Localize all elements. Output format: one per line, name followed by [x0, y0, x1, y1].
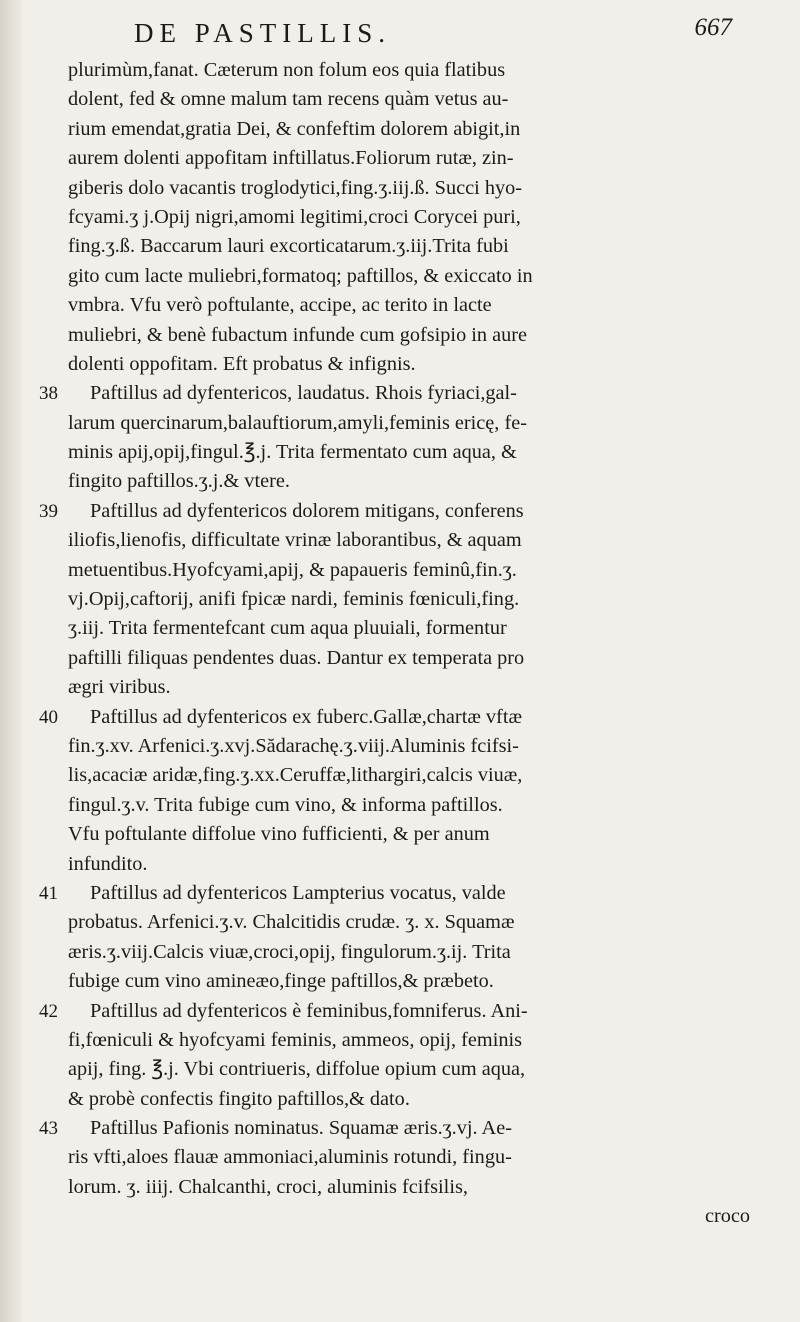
body-text	[39, 56, 758, 1232]
text-line	[68, 350, 758, 379]
text-line	[68, 526, 758, 555]
line-text: paftilli filiquas pendentes duas. Dantur ex temperata pro	[68, 646, 525, 669]
line-text: giberis dolo vacantis troglodytici,fing.ʒ.iij.ß. Succi hyo-	[68, 176, 522, 199]
text-line	[68, 321, 758, 350]
line-text: ægri viribus.	[68, 676, 171, 699]
line-text: Paftillus ad dyfentericos è feminibus,fomniferus. Ani-	[90, 999, 528, 1022]
line-text: fi,fœniculi & hyofcyami feminis, ammeos, opij, feminis	[68, 1028, 522, 1051]
text-line	[39, 703, 758, 732]
line-text: minis apij,opij,fingul.℥.j. Trita fermentato cum aqua, &	[68, 441, 517, 464]
line-text: infundito.	[68, 852, 148, 875]
text-line	[68, 761, 758, 790]
text-line	[68, 1055, 758, 1084]
text-line	[68, 467, 758, 496]
section-number: 38	[39, 383, 58, 405]
text-line	[39, 997, 758, 1026]
line-text: iliofis,lienofis, difficultate vrinæ laborantibus, & aquam	[68, 529, 522, 552]
text-line	[68, 291, 758, 320]
running-head: DE PASTILLIS.	[134, 18, 392, 48]
line-text: muliebri, & benè fubactum infunde cum gofsipio in aure	[68, 323, 528, 346]
line-text: rium emendat,gratia Dei, & confeftim dolorem abigit,in	[68, 117, 521, 140]
line-text: larum quercinarum,balauftiorum,amyli,feminis ericę, fe-	[68, 411, 527, 434]
line-text: fin.ʒ.xv. Arfenici.ʒ.xvj.Sădarachę.ʒ.viij.Aluminis fcifsi-	[68, 734, 519, 757]
text-line	[68, 174, 758, 203]
text-line	[68, 556, 758, 585]
text-line	[68, 1085, 758, 1114]
line-text: vmbra. Vfu verò poftulante, accipe, ac terito in lacte	[68, 294, 492, 317]
line-text: Paftillus Pafionis nominatus. Squamæ æris.ʒ.vj. Ae-	[90, 1117, 512, 1140]
line-text: ʒ.iij. Trita fermentefcant cum aqua pluuiali, formentur	[68, 617, 507, 640]
section-number: 39	[39, 500, 58, 522]
line-text: Paftillus ad dyfentericos Lampterius vocatus, valde	[90, 881, 506, 904]
text-line	[68, 938, 758, 967]
line-text: aurem dolenti appofitam inftillatus.Foliorum rutæ, zin-	[68, 147, 514, 170]
text-line	[68, 585, 758, 614]
text-line	[68, 820, 758, 849]
text-line	[68, 85, 758, 114]
text-line	[68, 732, 758, 761]
text-line	[68, 1026, 758, 1055]
text-line	[68, 908, 758, 937]
line-text: fingul.ʒ.v. Trita fubige cum vino, & informa paftillos.	[68, 793, 503, 816]
text-line	[68, 850, 758, 879]
line-text: fing.ʒ.ß. Baccarum lauri excorticatarum.ʒ.iij.Trita fubi	[68, 235, 509, 258]
text-line	[68, 1173, 758, 1202]
text-line	[68, 644, 758, 673]
text-line	[68, 614, 758, 643]
section-number: 43	[39, 1118, 58, 1140]
line-text: ris vfti,aloes flauæ ammoniaci,aluminis rotundi, fingu-	[68, 1146, 512, 1169]
text-line	[68, 673, 758, 702]
text-line	[68, 967, 758, 996]
line-text: vj.Opij,caftorij, anifi fpicæ nardi, feminis fœniculi,fing.	[68, 588, 520, 611]
text-line	[68, 144, 758, 173]
text-line	[39, 1114, 758, 1143]
text-line	[68, 791, 758, 820]
line-text: probatus. Arfenici.ʒ.v. Chalcitidis crudæ. ʒ. x. Squamæ	[68, 911, 515, 934]
line-text: dolenti oppofitam. Eft probatus & infignis.	[68, 352, 416, 375]
text-line	[68, 56, 758, 85]
section-number: 40	[39, 706, 58, 728]
text-line	[39, 879, 758, 908]
line-text: lorum. ʒ. iiij. Chalcanthi, croci, aluminis fcifsilis,	[68, 1175, 468, 1198]
text-line	[68, 232, 758, 261]
section-number: 42	[39, 1000, 58, 1022]
line-text: apij, fing. ℥.j. Vbi contriueris, diffolue opium cum aqua,	[68, 1058, 526, 1081]
text-line	[68, 409, 758, 438]
text-line	[68, 1143, 758, 1172]
text-line	[39, 497, 758, 526]
line-text: lis,acaciæ aridæ,fing.ʒ.xx.Ceruffæ,lithargiri,calcis viuæ,	[68, 764, 523, 787]
line-text: fubige cum vino amineæo,finge paftillos,& præbeto.	[68, 970, 494, 993]
page-number: 667	[694, 14, 732, 41]
line-text: Paftillus ad dyfentericos dolorem mitigans, conferens	[90, 499, 524, 522]
page-header	[120, 12, 760, 52]
text-line	[68, 438, 758, 467]
text-line	[39, 379, 758, 408]
line-text: æris.ʒ.viij.Calcis viuæ,croci,opij, fingulorum.ʒ.ij. Trita	[68, 940, 511, 963]
text-line	[68, 203, 758, 232]
line-text: & probè confectis fingito paftillos,& dato.	[68, 1087, 410, 1110]
line-text: fingito paftillos.ʒ.j.& vtere.	[68, 470, 290, 493]
catchword: croco	[704, 1205, 750, 1228]
line-text: Vfu poftulante diffolue vino fufficienti, & per anum	[68, 823, 490, 846]
line-text: gito cum lacte muliebri,formatoq; paftillos, & exiccato in	[68, 264, 533, 287]
line-text: Paftillus ad dyfentericos, laudatus. Rhois fyriaci,gal-	[90, 382, 517, 405]
line-text: fcyami.ʒ j.Opij nigri,amomi legitimi,croci Corycei puri,	[68, 205, 521, 228]
section-number: 41	[39, 882, 58, 904]
text-line	[68, 115, 758, 144]
line-text: Paftillus ad dyfentericos ex fuberc.Gallæ,chartæ vftæ	[90, 705, 522, 728]
text-line	[68, 262, 758, 291]
text-line	[68, 1202, 758, 1231]
line-text: plurimùm,fanat. Cæterum non folum eos quia flatibus	[68, 59, 506, 81]
line-text: dolent, fed & omne malum tam recens quàm vetus au-	[68, 88, 509, 111]
line-text: metuentibus.Hyofcyami,apij, & papaueris feminû,fin.ʒ.	[68, 558, 517, 581]
